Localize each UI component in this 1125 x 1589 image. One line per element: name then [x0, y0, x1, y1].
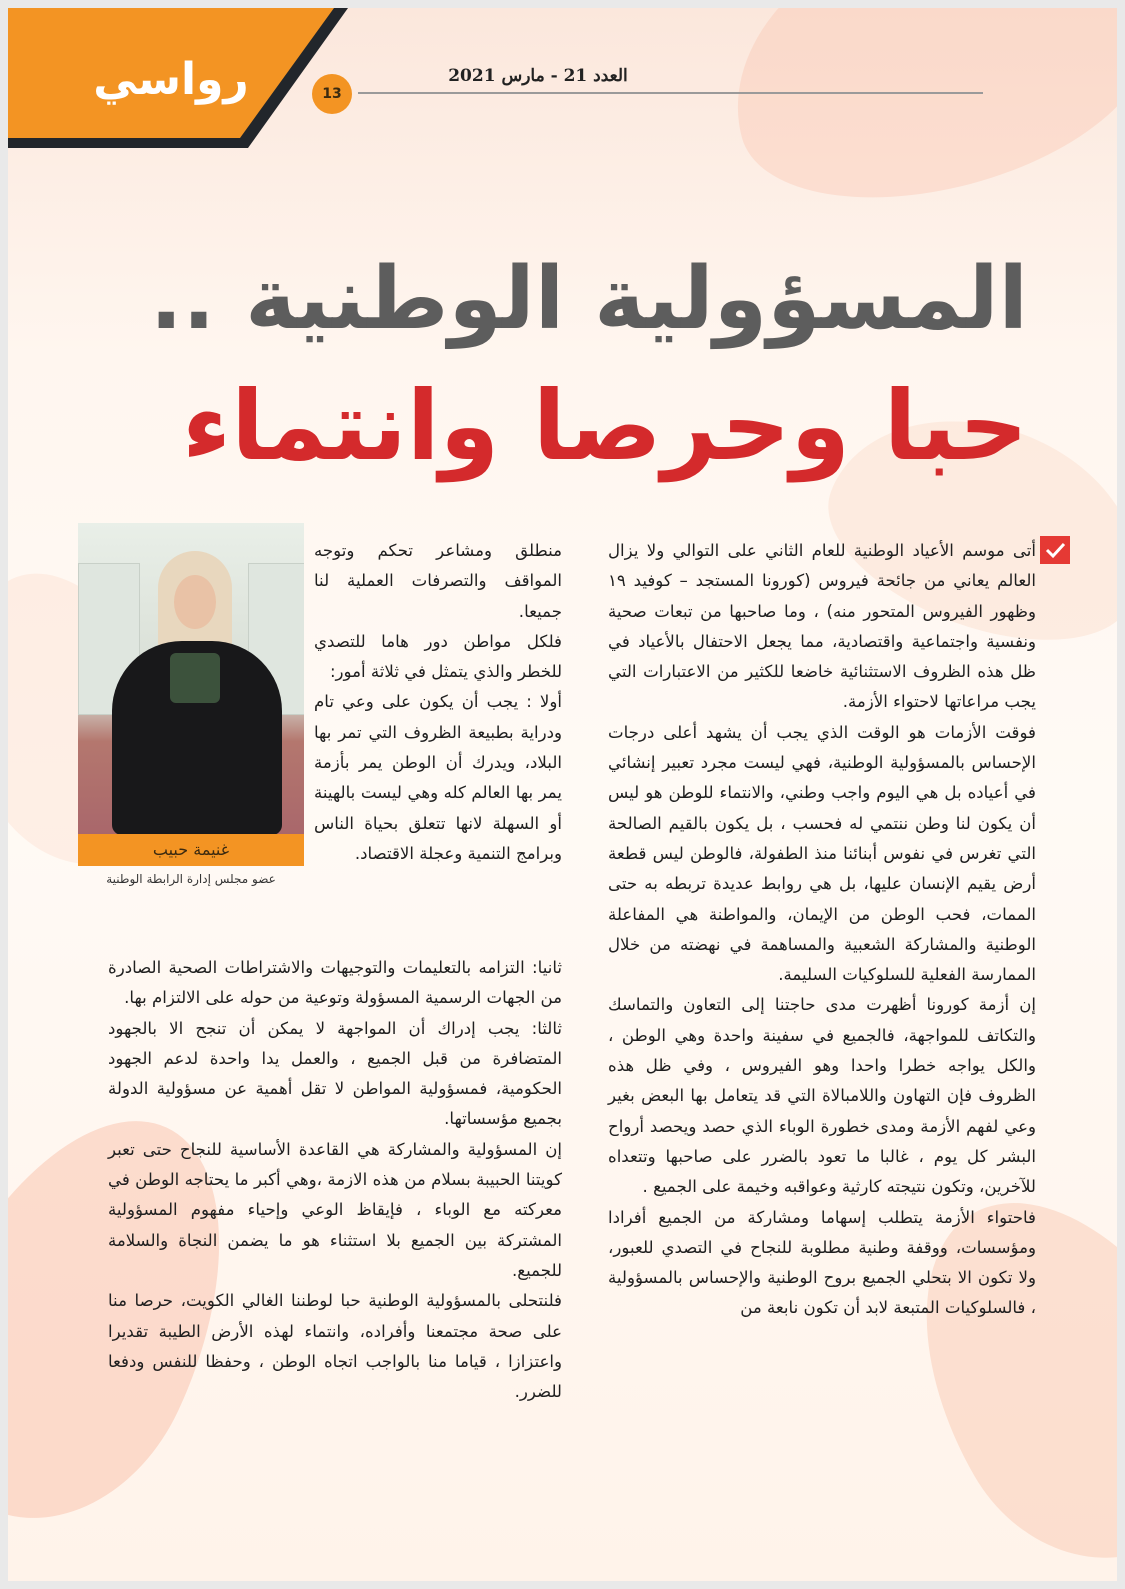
article-column-left-bottom [108, 953, 562, 1407]
author-role: عضو مجلس إدارة الرابطة الوطنية [106, 872, 276, 886]
article-paragraph: فلنتحلى بالمسؤولية الوطنية حبا لوطننا الغالي الكويت، حرصا منا على صحة مجتمعنا وأفراده، وانتماء لهذه الأرض الطيبة تقديرا واعتزازا ، قياما منا بالواجب اتجاه الوطن ، وحفظا للنفس ودفعا للضرر. [108, 1291, 562, 1402]
issue-info: العدد 21 - مارس 2021 [448, 66, 628, 86]
article-paragraph: أتى موسم الأعياد الوطنية للعام الثاني على التوالي ولا يزال العالم يعاني من جائحة فيروس (كورونا المستجد – كوفيد ١٩ وظهور الفيروس المتحور منه) ، وما صاحبها من تبعات صحية ونفسية واجتماعية واقتصادية، مما يجعل الاحتفال بالأعياد في ظل هذه الظروف الاستثنائية خاضعا للكثير من الاعتبارات التي يجب مراعاتها لاحتواء الأزمة. [608, 541, 1036, 712]
article-paragraph: فلكل مواطن دور هاما للتصدي للخطر والذي يتمثل في ثلاثة أمور: [314, 631, 562, 682]
article-column-left-top [314, 536, 562, 869]
header-rule [358, 92, 983, 94]
article-paragraph: إن المسؤولية والمشاركة هي القاعدة الأساسية للنجاح حتى تعبر كويتنا الحبيبة بسلام من هذه الازمة ،وهي أكبر ما يحتاجه الوطن في معركته مع الوباء ، فإيقاظ الوعي وإحياء مفهوم المسؤولية المشتركة بين الجميع بلا استثناء هو ما يضمن النجاة والسلامة للجميع. [108, 1139, 562, 1280]
author-photo [78, 523, 304, 835]
article-paragraph: أولا : يجب أن يكون على وعي تام ودراية بطبيعة الظروف التي تمر بها البلاد، ويدرك أن الوطن يمر بأزمة يمر بها العالم كله وهي ليست بالهينة أو السهلة لانها تتعلق بحياة الناس وبرامج التنمية وعجلة الاقتصاد. [314, 692, 562, 863]
article-paragraph: ثانيا: التزامه بالتعليمات والتوجيهات والاشتراطات الصحية الصادرة من الجهات الرسمية المسؤولة وتوعية من حوله على الالتزام بها. [108, 958, 562, 1008]
background-petal [702, 8, 1117, 238]
magazine-brand: رواسي [93, 54, 249, 105]
magazine-page [8, 8, 1117, 1581]
author-name: غنيمة حبيب [78, 834, 304, 866]
article-paragraph: منطلق ومشاعر تحكم وتوجه المواقف والتصرفات العملية لنا جميعا. [314, 541, 562, 621]
article-title-line1: المسؤولية الوطنية .. [149, 249, 1028, 349]
page-number-badge: 13 [312, 74, 352, 114]
article-paragraph: ثالثا: يجب إدراك أن المواجهة لا يمكن أن تنجح الا بالجهود المتضافرة من قبل الجميع ، والعمل يدا واحدة لدعم الجهود الحكومية، فمسؤولية المواطن لا تقل أهمية عن مسؤولية الدولة بجميع مؤسساتها. [108, 1018, 562, 1129]
article-title-line2: حبا وحرصا وانتماء [182, 370, 1028, 482]
article-column-right [608, 536, 1036, 1324]
check-icon [1040, 536, 1070, 564]
article-paragraph: إن أزمة كورونا أظهرت مدى حاجتنا إلى التعاون والتماسك والتكاتف للمواجهة، فالجميع في سفينة واحدة وهي الوطن ، والكل يواجه خطرا واحدا وهو الفيروس ، وفي ظل هذه الظروف فإن التهاون واللامبالاة التي قد يتعامل بها البعض بغير وعي لفهم الأزمة ومدى خطورة الوباء الذي حصد ويحصد أرواح البشر كل يوم ، غالبا ما تعود بالضرر على صاحبها وتتعداه للآخرين، وتكون نتيجته كارثية وعواقبه وخيمة على الجميع . [608, 995, 1036, 1197]
article-paragraph: فاحتواء الأزمة يتطلب إسهاما ومشاركة من الجميع أفرادا ومؤسسات، ووقفة وطنية مطلوبة للنجاح في التصدي للعبور، ولا تكون الا بتحلي الجميع بروح الوطنية والإحساس بالمسؤولية ، فالسلوكيات المتبعة لابد أن تكون نابعة من [608, 1207, 1036, 1318]
article-paragraph: فوقت الأزمات هو الوقت الذي يجب أن يشهد أعلى درجات الإحساس بالمسؤولية الوطنية، فهي ليست مجرد تعبير إنشائي في أعياده بل هي اليوم واجب وطني، والانتماء للوطن هو ليس أن يكون لنا وطن ننتمي له فحسب ، بل يكون بالقيم الصالحة التي تغرس في نفوس أبنائنا منذ الطفولة، فالوطن ليس قطعة أرض يقيم الإنسان عليها، بل هي روابط عديدة تربطه به حتى الممات، فحب الوطن من الإيمان، والمواطنة هي المفاعلة الوطنية والمشاركة الشعبية والمساهمة في نهضته من خلال الممارسة الفعلية للسلوكيات السليمة. [608, 722, 1036, 985]
